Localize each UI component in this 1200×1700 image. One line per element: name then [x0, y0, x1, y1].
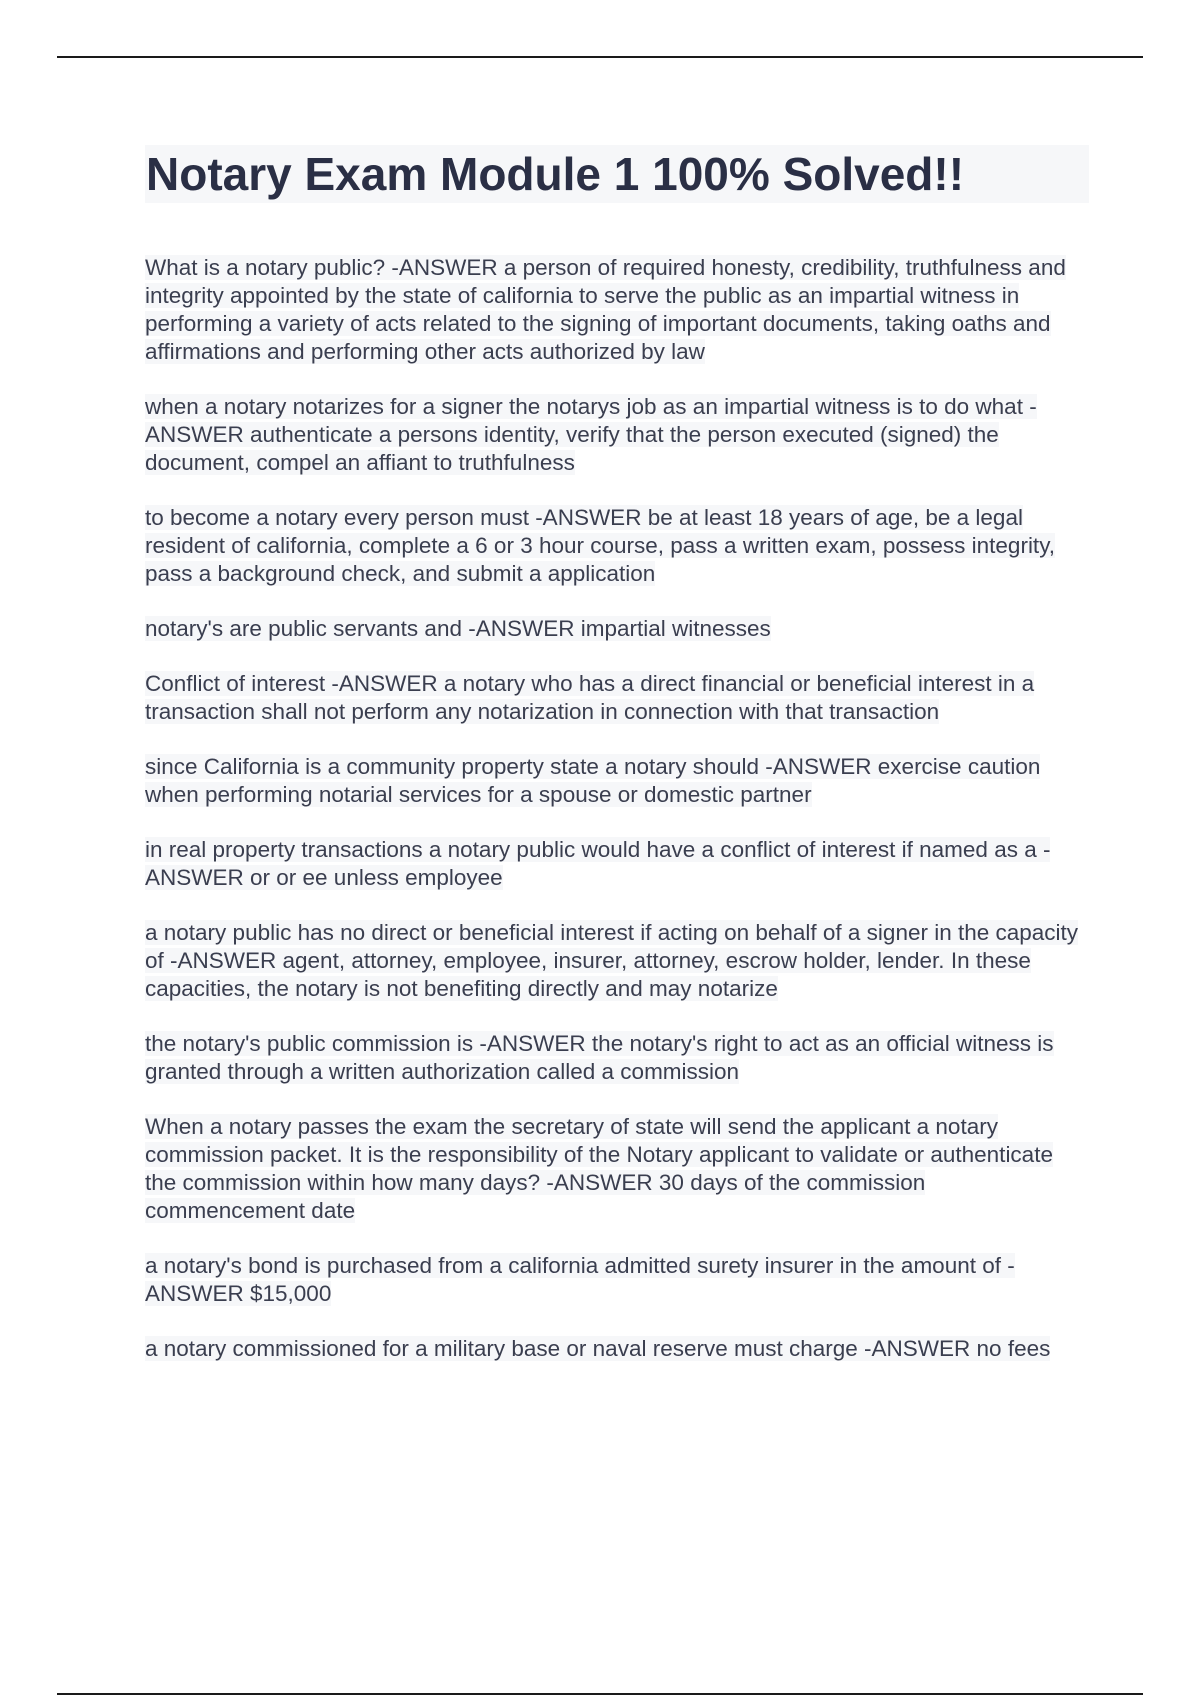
qa-item [145, 919, 1089, 1003]
qa-item [145, 753, 1089, 809]
qa-text: a notary public has no direct or beneficial interest if acting on behalf of a signer in the capacity of -ANSWER agent, attorney, employee, insurer, attorney, escrow holder, lender. In these capacities, the notary is not benefiting directly and may notarize [145, 920, 1079, 1001]
qa-item [145, 1113, 1089, 1225]
qa-text: since California is a community property state a notary should -ANSWER exercise caution when performing notarial services for a spouse or domestic partner [145, 754, 1041, 807]
qa-text: in real property transactions a notary public would have a conflict of interest if named as a -ANSWER or or ee unless employee [145, 837, 1051, 890]
qa-item [145, 504, 1089, 588]
qa-item [145, 254, 1089, 366]
qa-item [145, 1335, 1089, 1363]
top-rule [57, 56, 1143, 58]
qa-item [145, 393, 1089, 477]
qa-item [145, 836, 1089, 892]
qa-text: the notary's public commission is -ANSWER the notary's right to act as an official witness is granted through a written authorization called a commission [145, 1031, 1054, 1084]
qa-text: when a notary notarizes for a signer the notarys job as an impartial witness is to do what -ANSWER authenticate a persons identity, verify that the person executed (signed) the document, compel an affiant to truthfulness [145, 394, 1037, 475]
bottom-rule [57, 1693, 1143, 1695]
qa-item [145, 670, 1089, 726]
qa-text: a notary's bond is purchased from a california admitted surety insurer in the amount of -ANSWER $15,000 [145, 1253, 1015, 1306]
qa-text: notary's are public servants and -ANSWER impartial witnesses [145, 616, 771, 641]
qa-text: to become a notary every person must -ANSWER be at least 18 years of age, be a legal resident of california, complete a 6 or 3 hour course, pass a written exam, possess integrity, pass a background check, and submit a application [145, 505, 1056, 586]
qa-text: a notary commissioned for a military base or naval reserve must charge -ANSWER no fees [145, 1336, 1051, 1361]
qa-text: When a notary passes the exam the secretary of state will send the applicant a notary commission packet. It is the responsibility of the Notary applicant to validate or authenticate the commission within how many days? -ANSWER 30 days of the commission commencement date [145, 1114, 1053, 1223]
document-title: Notary Exam Module 1 100% Solved!! [146, 148, 965, 200]
qa-item [145, 1030, 1089, 1086]
qa-text: What is a notary public? -ANSWER a person of required honesty, credibility, truthfulness and integrity appointed by the state of california to serve the public as an impartial witness in performing a variety of acts related to the signing of important documents, taking oaths and affirmations and performing other acts authorized by law [145, 255, 1066, 364]
qa-item [145, 1252, 1089, 1308]
qa-text: Conflict of interest -ANSWER a notary who has a direct financial or beneficial interest in a transaction shall not perform any notarization in connection with that transaction [145, 671, 1035, 724]
qa-list [145, 254, 1089, 1390]
qa-item [145, 615, 1089, 643]
